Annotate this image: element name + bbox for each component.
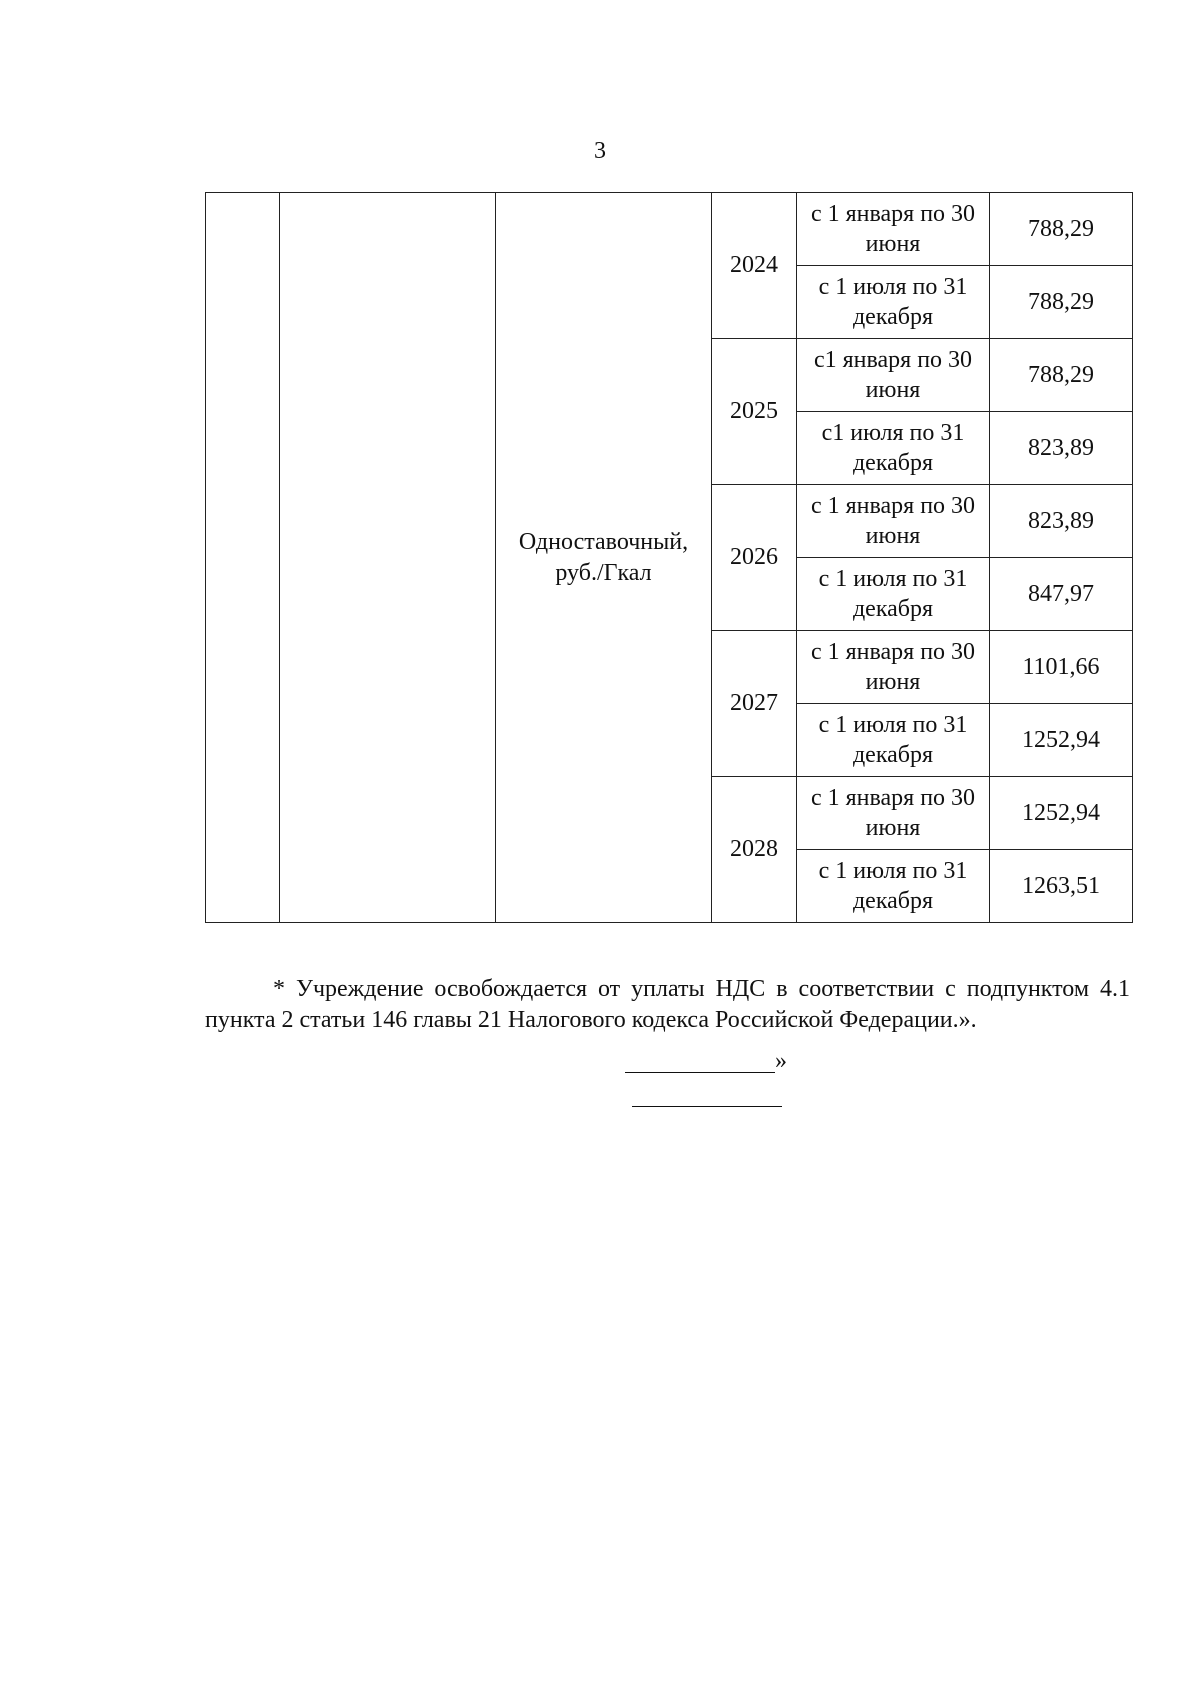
period-cell: с 1 июля по 31 декабря xyxy=(797,704,990,777)
year-cell: 2027 xyxy=(712,631,797,777)
value-cell: 847,97 xyxy=(990,558,1133,631)
empty-number-cell xyxy=(206,193,280,923)
period-cell: с 1 июля по 31 декабря xyxy=(797,558,990,631)
value-cell: 788,29 xyxy=(990,266,1133,339)
tariff-type-cell: Одноставочный, руб./Гкал xyxy=(496,193,712,923)
period-cell: с 1 января по 30 июня xyxy=(797,631,990,704)
value-cell: 1101,66 xyxy=(990,631,1133,704)
page-number: 3 xyxy=(594,138,606,164)
year-cell: 2025 xyxy=(712,339,797,485)
period-cell: с 1 января по 30 июня xyxy=(797,485,990,558)
table-row xyxy=(206,193,1133,266)
value-cell: 823,89 xyxy=(990,485,1133,558)
year-cell: 2028 xyxy=(712,777,797,923)
period-cell: с 1 января по 30 июня xyxy=(797,193,990,266)
year-cell: 2026 xyxy=(712,485,797,631)
closing-quote: » xyxy=(775,1048,787,1074)
period-cell: с1 января по 30 июня xyxy=(797,339,990,412)
value-cell: 823,89 xyxy=(990,412,1133,485)
tariff-table xyxy=(205,192,1133,923)
value-cell: 1252,94 xyxy=(990,704,1133,777)
value-cell: 1263,51 xyxy=(990,850,1133,923)
period-cell: с 1 июля по 31 декабря xyxy=(797,266,990,339)
empty-name-cell xyxy=(280,193,496,923)
value-cell: 788,29 xyxy=(990,339,1133,412)
closing-mark xyxy=(625,1046,800,1073)
period-cell: с 1 июля по 31 декабря xyxy=(797,850,990,923)
value-cell: 788,29 xyxy=(990,193,1133,266)
period-cell: с1 июля по 31 декабря xyxy=(797,412,990,485)
end-separator-line xyxy=(632,1106,782,1107)
period-cell: с 1 января по 30 июня xyxy=(797,777,990,850)
value-cell: 1252,94 xyxy=(990,777,1133,850)
year-cell: 2024 xyxy=(712,193,797,339)
closing-underline xyxy=(625,1046,775,1073)
vat-footnote: * Учреждение освобождается от уплаты НДС в соответствии с подпунктом 4.1 пункта 2 статьи 146 главы 21 Налогового кодекса Российской Федерации.». xyxy=(205,976,1130,1033)
